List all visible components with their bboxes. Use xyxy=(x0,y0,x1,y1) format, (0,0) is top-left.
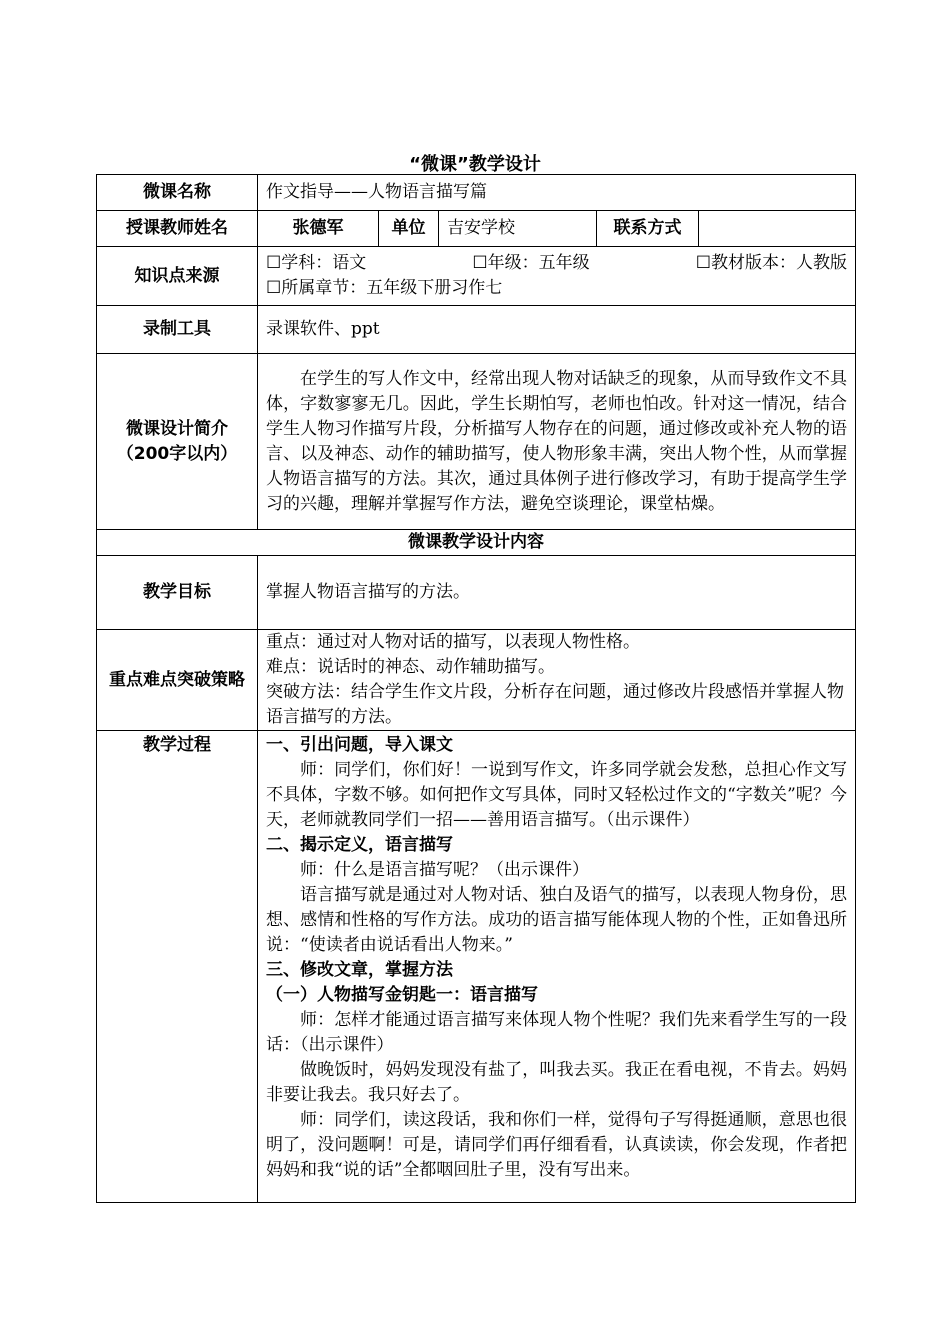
row-process xyxy=(97,731,856,1203)
edition-checkbox-text: ☐教材版本：人教版 xyxy=(695,253,848,273)
process-heading-2: 二、揭示定义，语言描写 xyxy=(266,835,453,855)
process-paragraph-5: 做晚饭时，妈妈发现没有盐了，叫我去买。我正在看电视，不肯去。妈妈非要让我去。我只好去了。 xyxy=(266,1060,848,1105)
page-title: “微课”教学设计 xyxy=(409,154,541,175)
process-paragraph-4: 师：怎样才能通过语言描写来体现人物个性呢？我们先来看学生写的一段话：（出示课件） xyxy=(266,1010,848,1055)
difficulty: 难点：说话时的神态、动作辅助描写。 xyxy=(266,657,555,677)
knowledge-value xyxy=(258,247,856,306)
subject-checkbox-text: ☐学科：语文 xyxy=(266,253,367,273)
teacher-name: 张德军 xyxy=(258,211,379,247)
process-heading-3: 三、修改文章，掌握方法 xyxy=(266,960,453,980)
intro-label xyxy=(97,354,258,530)
grade-checkbox-text: ☐年级：五年级 xyxy=(472,253,590,273)
process-heading-1: 一、引出问题，导入课文 xyxy=(266,735,453,755)
process-label: 教学过程 xyxy=(97,731,258,1203)
row-course-name xyxy=(97,175,856,211)
design-table xyxy=(96,174,856,1203)
row-intro xyxy=(97,354,856,530)
key-label: 重点难点突破策略 xyxy=(97,630,258,731)
tools-label: 录制工具 xyxy=(97,306,258,354)
course-name-value: 作文指导——人物语言描写篇 xyxy=(258,175,856,211)
goal-label: 教学目标 xyxy=(97,556,258,630)
goal-value: 掌握人物语言描写的方法。 xyxy=(258,556,856,630)
key-point: 重点：通过对人物对话的描写，以表现人物性格。 xyxy=(266,632,640,652)
breakthrough-method: 突破方法：结合学生作文片段，分析存在问题，通过修改片段感悟并掌握人物语言描写的方法。 xyxy=(266,682,844,727)
key-value xyxy=(258,630,856,731)
teacher-label: 授课教师姓名 xyxy=(97,211,258,247)
process-content xyxy=(258,731,856,1203)
unit-value: 吉安学校 xyxy=(439,211,597,247)
unit-label: 单位 xyxy=(379,211,439,247)
process-paragraph-6: 师：同学们，读这段话，我和你们一样，觉得句子写得挺通顺，意思也很明了，没问题啊！可是，请同学们再仔细看看，认真读读，你会发现，作者把妈妈和我“说的话”全都咽回肚子里，没有写出来。 xyxy=(266,1110,848,1180)
row-section xyxy=(97,530,856,556)
course-name-label: 微课名称 xyxy=(97,175,258,211)
process-heading-4: （一）人物描写金钥匙一：语言描写 xyxy=(266,985,538,1005)
contact-value xyxy=(699,211,856,247)
row-knowledge xyxy=(97,247,856,306)
knowledge-label: 知识点来源 xyxy=(97,247,258,306)
intro-label-main: 微课设计简介 xyxy=(126,418,228,439)
process-paragraph-2: 师：什么是语言描写呢？（出示课件） xyxy=(300,860,589,880)
section-title: 微课教学设计内容 xyxy=(97,530,856,556)
row-key xyxy=(97,630,856,731)
row-tools xyxy=(97,306,856,354)
intro-paragraph: 在学生的写人作文中，经常出现人物对话缺乏的现象，从而导致作文不具体，字数寥寥无几。因此，学生长期怕写，老师也怕改。针对这一情况，结合学生人物习作描写片段，分析描写人物存在的问题，通过修改或补充人物的语言、以及神态、动作的辅助描写，使人物形象丰满，突出人物个性，从而掌握人物语言描写的方法。其次，通过具体例子进行修改学习，有助于提高学生学习的兴趣，理解并掌握写作方法，避免空谈理论，课堂枯燥。 xyxy=(266,368,848,514)
row-goal xyxy=(97,556,856,630)
intro-text xyxy=(258,354,856,530)
tools-value: 录课软件、ppt xyxy=(258,306,856,354)
chapter-checkbox-text: ☐所属章节：五年级下册习作七 xyxy=(266,278,503,298)
process-paragraph-3: 语言描写就是通过对人物对话、独白及语气的描写，以表现人物身份，思想、感情和性格的写作方法。成功的语言描写能体现人物的个性，正如鲁迅所说：“使读者由说话看出人物来。” xyxy=(266,885,848,955)
contact-label: 联系方式 xyxy=(597,211,699,247)
process-paragraph-1: 师：同学们，你们好！一说到写作文，许多同学就会发愁，总担心作文写不具体，字数不够。如何把作文写具体，同时又轻松过作文的“字数关”呢？今天，老师就教同学们一招——善用语言描写。（出示课件） xyxy=(266,760,848,830)
row-teacher xyxy=(97,211,856,247)
intro-label-sub: （200字以内） xyxy=(116,443,238,464)
